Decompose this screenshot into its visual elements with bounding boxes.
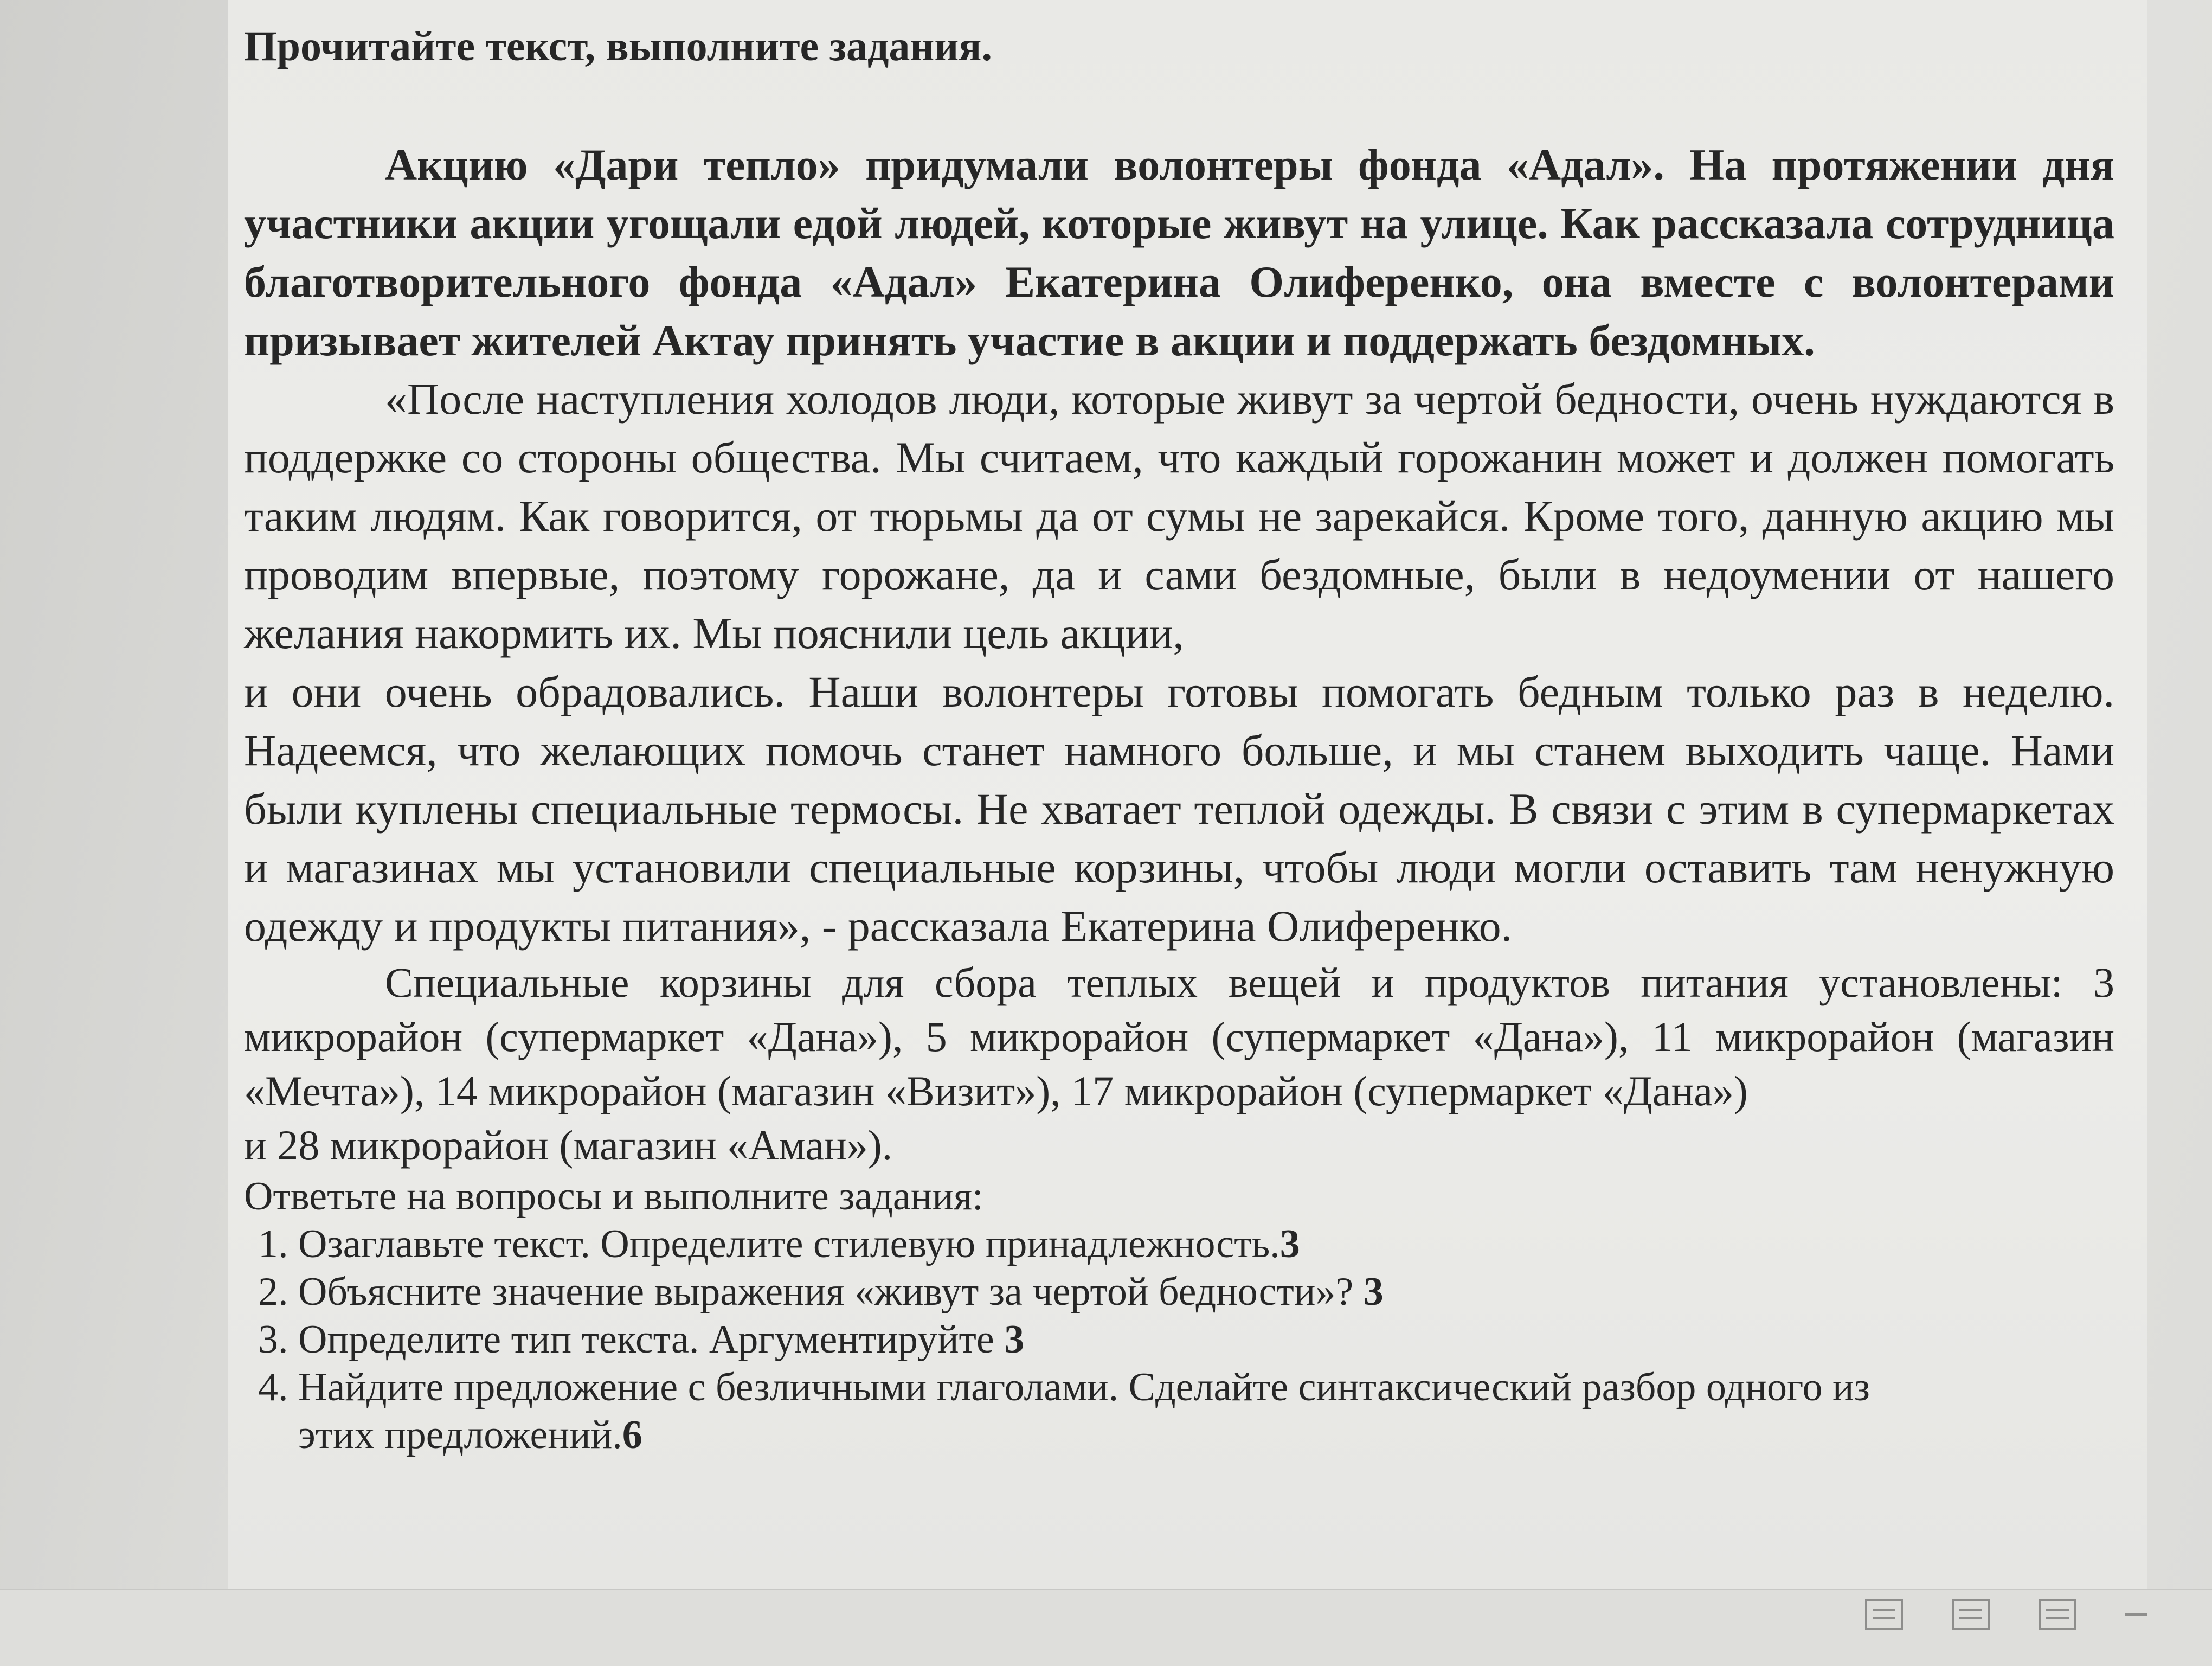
question-item	[298, 1316, 1898, 1363]
question-points: 3	[1004, 1317, 1025, 1362]
question-points: 6	[622, 1413, 642, 1457]
question-points: 3	[1363, 1270, 1384, 1314]
question-item	[298, 1363, 1898, 1459]
view-mode-icons	[1865, 1599, 2147, 1630]
paragraph-quote: «После наступления холодов люди, которые живут за чертой бедности, очень нуждаются в поддержке со стороны общества. Мы считаем, что каждый горожанин может и должен помогать таким людям. Как говорится, от тюрьмы да от сумы не зарекайся. Кроме того, данную акцию мы проводим впервые, поэтому горожане, да и сами бездомные, были в недоумении от нашего желания накормить их. Мы пояснили цель акции,	[244, 374, 2114, 658]
web-layout-icon[interactable]	[2039, 1599, 2076, 1630]
document-page[interactable]	[228, 0, 2147, 1589]
paragraph-locations-end: и 28 микрорайон (магазин «Аман»).	[244, 1122, 893, 1169]
question-item	[298, 1220, 1898, 1268]
paragraph-intro: Акцию «Дари тепло» придумали волонтеры фонда «Адал». На протяжении дня участники акции угощали едой людей, которые живут на улице. Как рассказала сотрудница благотворительного фонда «Адал» Екатерина Олиференко, она вместе с волонтерами призывает жителей Актау принять участие в акции и поддержать бездомных.	[244, 140, 2114, 365]
zoom-out-icon[interactable]	[2125, 1613, 2147, 1616]
paragraph-locations: Специальные корзины для сбора теплых вещей и продуктов питания установлены: 3 микрорайон (супермаркет «Дана»), 5 микрорайон (супермаркет «Дана»), 11 микрорайон (магазин «Мечта»), 14 микрорайон (магазин «Визит»), 17 микрорайон (супермаркет «Дана»)	[244, 959, 2114, 1114]
questions-list	[244, 1220, 1898, 1459]
question-text: Найдите предложение с безличными глаголами. Сделайте синтаксический разбор одного из этих предложений.	[298, 1365, 1870, 1457]
question-points: 3	[1279, 1222, 1300, 1266]
questions-title: Ответьте на вопросы и выполните задания:	[244, 1174, 983, 1219]
question-item	[298, 1268, 1898, 1316]
question-text: Объясните значение выражения «живут за чертой бедности»?	[298, 1270, 1364, 1314]
status-bar	[0, 1589, 2212, 1666]
question-text: Определите тип текста. Аргументируйте	[298, 1317, 1005, 1362]
read-mode-icon[interactable]	[1865, 1599, 1903, 1630]
question-text: Озаглавьте текст. Определите стилевую принадлежность.	[298, 1222, 1280, 1266]
paragraph-quote-continued: и они очень обрадовались. Наши волонтеры готовы помогать бедным только раз в неделю. Надеемся, что желающих помочь станет намного больше, и мы станем выходить чаще. Нами были куплены специальные термосы. Не хватает теплой одежды. В связи с этим в супермаркетах и магазинах мы установили специальные корзины, чтобы люди могли оставить там ненужную одежду и продукты питания», - рассказала Екатерина Олиференко.	[244, 667, 2114, 951]
document-heading: Прочитайте текст, выполните задания.	[244, 22, 993, 69]
print-layout-icon[interactable]	[1952, 1599, 1990, 1630]
